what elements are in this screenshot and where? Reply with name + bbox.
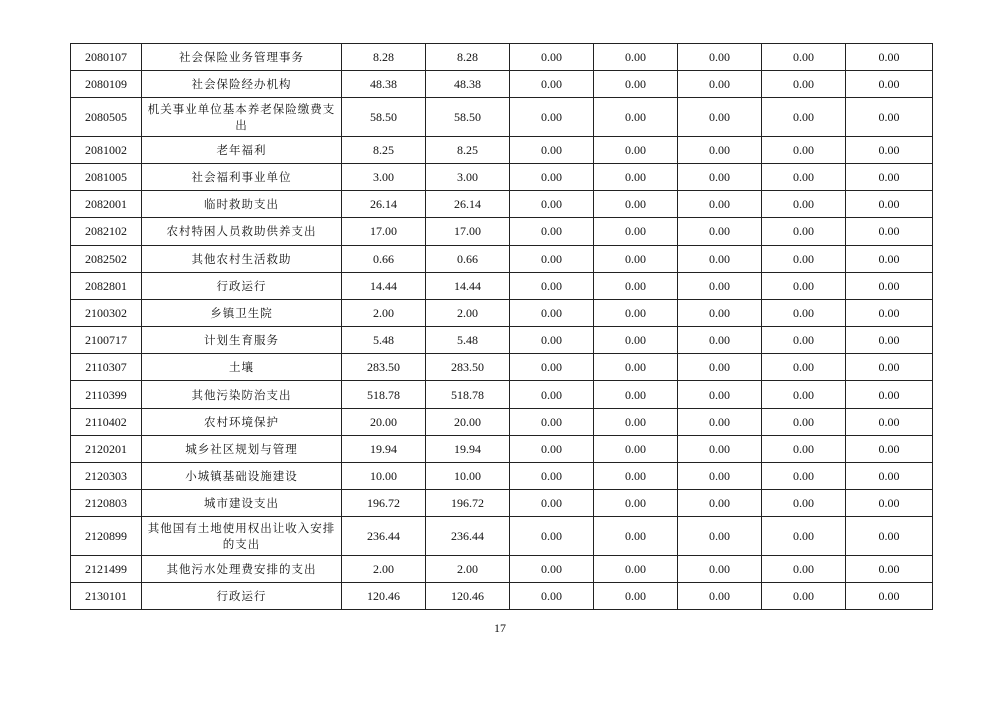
- amount-cell: 0.00: [678, 381, 762, 408]
- code-cell: 2110399: [71, 381, 142, 408]
- table-row: [71, 245, 933, 272]
- amount-cell: 0.00: [510, 354, 594, 381]
- table-row: [71, 408, 933, 435]
- amount-cell: 48.38: [426, 71, 510, 98]
- name-cell: 机关事业单位基本养老保险缴费支出: [142, 98, 342, 136]
- name-cell: 社会保险经办机构: [142, 71, 342, 98]
- amount-cell: 0.00: [510, 517, 594, 555]
- amount-cell: 0.00: [762, 191, 846, 218]
- amount-cell: 283.50: [426, 354, 510, 381]
- amount-cell: 518.78: [342, 381, 426, 408]
- amount-cell: 0.66: [342, 245, 426, 272]
- code-cell: 2110307: [71, 354, 142, 381]
- amount-cell: 0.00: [762, 136, 846, 163]
- amount-cell: 17.00: [342, 218, 426, 245]
- amount-cell: 0.00: [846, 490, 933, 517]
- amount-cell: 0.00: [762, 555, 846, 582]
- name-cell: 乡镇卫生院: [142, 299, 342, 326]
- amount-cell: 0.00: [594, 582, 678, 609]
- code-cell: 2121499: [71, 555, 142, 582]
- amount-cell: 14.44: [426, 272, 510, 299]
- amount-cell: 0.00: [510, 163, 594, 190]
- code-cell: 2081002: [71, 136, 142, 163]
- amount-cell: 283.50: [342, 354, 426, 381]
- code-cell: 2120201: [71, 435, 142, 462]
- name-cell: 城市建设支出: [142, 490, 342, 517]
- code-cell: 2130101: [71, 582, 142, 609]
- code-cell: 2080109: [71, 71, 142, 98]
- amount-cell: 0.00: [678, 218, 762, 245]
- amount-cell: 0.00: [678, 245, 762, 272]
- amount-cell: 26.14: [426, 191, 510, 218]
- amount-cell: 0.00: [510, 381, 594, 408]
- amount-cell: 2.00: [426, 555, 510, 582]
- amount-cell: 0.00: [594, 354, 678, 381]
- amount-cell: 0.00: [510, 218, 594, 245]
- amount-cell: 0.00: [594, 218, 678, 245]
- amount-cell: 0.00: [846, 98, 933, 136]
- amount-cell: 0.00: [510, 44, 594, 71]
- amount-cell: 0.00: [510, 71, 594, 98]
- amount-cell: 196.72: [426, 490, 510, 517]
- code-cell: 2080505: [71, 98, 142, 136]
- amount-cell: 0.00: [846, 582, 933, 609]
- amount-cell: 0.00: [594, 517, 678, 555]
- amount-cell: 0.00: [846, 191, 933, 218]
- amount-cell: 0.00: [678, 191, 762, 218]
- amount-cell: 0.00: [678, 555, 762, 582]
- amount-cell: 236.44: [342, 517, 426, 555]
- page-number: 17: [494, 621, 506, 635]
- amount-cell: 0.66: [426, 245, 510, 272]
- code-cell: 2082001: [71, 191, 142, 218]
- amount-cell: 0.00: [762, 490, 846, 517]
- amount-cell: 0.00: [846, 245, 933, 272]
- amount-cell: 19.94: [342, 435, 426, 462]
- amount-cell: 0.00: [594, 191, 678, 218]
- amount-cell: 0.00: [510, 299, 594, 326]
- table-row: [71, 272, 933, 299]
- amount-cell: 5.48: [426, 327, 510, 354]
- table-row: [71, 299, 933, 326]
- amount-cell: 0.00: [762, 381, 846, 408]
- amount-cell: 0.00: [846, 354, 933, 381]
- amount-cell: 0.00: [510, 463, 594, 490]
- amount-cell: 0.00: [762, 327, 846, 354]
- code-cell: 2110402: [71, 408, 142, 435]
- table-row: [71, 582, 933, 609]
- name-cell: 农村特困人员救助供养支出: [142, 218, 342, 245]
- amount-cell: 8.25: [426, 136, 510, 163]
- amount-cell: 0.00: [510, 245, 594, 272]
- amount-cell: 0.00: [846, 272, 933, 299]
- name-cell: 其他国有土地使用权出让收入安排的支出: [142, 517, 342, 555]
- table-body: [71, 44, 933, 610]
- amount-cell: 0.00: [594, 327, 678, 354]
- amount-cell: 0.00: [510, 98, 594, 136]
- name-cell: 其他农村生活救助: [142, 245, 342, 272]
- amount-cell: 0.00: [510, 435, 594, 462]
- code-cell: 2080107: [71, 44, 142, 71]
- code-cell: 2120303: [71, 463, 142, 490]
- amount-cell: 0.00: [594, 245, 678, 272]
- amount-cell: 0.00: [678, 490, 762, 517]
- table-row: [71, 463, 933, 490]
- amount-cell: 14.44: [342, 272, 426, 299]
- amount-cell: 0.00: [846, 136, 933, 163]
- amount-cell: 2.00: [426, 299, 510, 326]
- amount-cell: 0.00: [510, 272, 594, 299]
- name-cell: 计划生育服务: [142, 327, 342, 354]
- amount-cell: 0.00: [762, 163, 846, 190]
- amount-cell: 0.00: [594, 44, 678, 71]
- amount-cell: 0.00: [846, 381, 933, 408]
- amount-cell: 0.00: [762, 299, 846, 326]
- amount-cell: 0.00: [846, 299, 933, 326]
- name-cell: 农村环境保护: [142, 408, 342, 435]
- name-cell: 小城镇基础设施建设: [142, 463, 342, 490]
- amount-cell: 0.00: [510, 490, 594, 517]
- amount-cell: 2.00: [342, 555, 426, 582]
- amount-cell: 0.00: [846, 517, 933, 555]
- amount-cell: 0.00: [846, 163, 933, 190]
- code-cell: 2100302: [71, 299, 142, 326]
- name-cell: 社会福利事业单位: [142, 163, 342, 190]
- name-cell: 老年福利: [142, 136, 342, 163]
- code-cell: 2120803: [71, 490, 142, 517]
- amount-cell: 0.00: [678, 408, 762, 435]
- code-cell: 2082102: [71, 218, 142, 245]
- amount-cell: 0.00: [678, 354, 762, 381]
- amount-cell: 0.00: [678, 299, 762, 326]
- amount-cell: 0.00: [762, 218, 846, 245]
- amount-cell: 26.14: [342, 191, 426, 218]
- table-row: [71, 218, 933, 245]
- amount-cell: 0.00: [762, 463, 846, 490]
- amount-cell: 236.44: [426, 517, 510, 555]
- amount-cell: 0.00: [678, 136, 762, 163]
- amount-cell: 0.00: [846, 327, 933, 354]
- name-cell: 其他污染防治支出: [142, 381, 342, 408]
- amount-cell: 17.00: [426, 218, 510, 245]
- amount-cell: 3.00: [426, 163, 510, 190]
- name-cell: 城乡社区规划与管理: [142, 435, 342, 462]
- amount-cell: 0.00: [846, 71, 933, 98]
- amount-cell: 20.00: [426, 408, 510, 435]
- name-cell: 行政运行: [142, 582, 342, 609]
- amount-cell: 0.00: [762, 98, 846, 136]
- amount-cell: 5.48: [342, 327, 426, 354]
- amount-cell: 0.00: [762, 272, 846, 299]
- amount-cell: 3.00: [342, 163, 426, 190]
- amount-cell: 19.94: [426, 435, 510, 462]
- amount-cell: 0.00: [594, 71, 678, 98]
- amount-cell: 58.50: [342, 98, 426, 136]
- amount-cell: 0.00: [846, 218, 933, 245]
- name-cell: 社会保险业务管理事务: [142, 44, 342, 71]
- table-row: [71, 191, 933, 218]
- code-cell: 2081005: [71, 163, 142, 190]
- table-row: [71, 435, 933, 462]
- amount-cell: 0.00: [762, 245, 846, 272]
- amount-cell: 0.00: [594, 136, 678, 163]
- amount-cell: 0.00: [762, 435, 846, 462]
- table-row: [71, 98, 933, 136]
- amount-cell: 0.00: [678, 272, 762, 299]
- amount-cell: 48.38: [342, 71, 426, 98]
- table-row: [71, 517, 933, 555]
- amount-cell: 8.28: [426, 44, 510, 71]
- amount-cell: 0.00: [594, 98, 678, 136]
- amount-cell: 58.50: [426, 98, 510, 136]
- table-row: [71, 354, 933, 381]
- table-row: [71, 163, 933, 190]
- amount-cell: 0.00: [762, 408, 846, 435]
- amount-cell: 10.00: [342, 463, 426, 490]
- name-cell: 其他污水处理费安排的支出: [142, 555, 342, 582]
- amount-cell: 0.00: [846, 408, 933, 435]
- table-row: [71, 381, 933, 408]
- amount-cell: 0.00: [594, 463, 678, 490]
- code-cell: 2120899: [71, 517, 142, 555]
- budget-table: [70, 43, 933, 610]
- amount-cell: 0.00: [594, 381, 678, 408]
- amount-cell: 0.00: [594, 435, 678, 462]
- table-row: [71, 555, 933, 582]
- amount-cell: 0.00: [846, 44, 933, 71]
- amount-cell: 10.00: [426, 463, 510, 490]
- amount-cell: 0.00: [678, 71, 762, 98]
- amount-cell: 0.00: [510, 191, 594, 218]
- amount-cell: 0.00: [510, 555, 594, 582]
- amount-cell: 0.00: [678, 463, 762, 490]
- table-row: [71, 490, 933, 517]
- name-cell: 临时救助支出: [142, 191, 342, 218]
- amount-cell: 120.46: [426, 582, 510, 609]
- amount-cell: 0.00: [510, 136, 594, 163]
- table-row: [71, 327, 933, 354]
- amount-cell: 0.00: [510, 408, 594, 435]
- amount-cell: 2.00: [342, 299, 426, 326]
- code-cell: 2082801: [71, 272, 142, 299]
- code-cell: 2100717: [71, 327, 142, 354]
- amount-cell: 0.00: [846, 555, 933, 582]
- amount-cell: 0.00: [762, 517, 846, 555]
- table-row: [71, 136, 933, 163]
- amount-cell: 0.00: [594, 163, 678, 190]
- amount-cell: 8.28: [342, 44, 426, 71]
- amount-cell: 0.00: [594, 299, 678, 326]
- amount-cell: 0.00: [846, 435, 933, 462]
- amount-cell: 0.00: [846, 463, 933, 490]
- amount-cell: 0.00: [678, 44, 762, 71]
- amount-cell: 0.00: [762, 44, 846, 71]
- amount-cell: 196.72: [342, 490, 426, 517]
- name-cell: 土壤: [142, 354, 342, 381]
- amount-cell: 0.00: [510, 582, 594, 609]
- amount-cell: 518.78: [426, 381, 510, 408]
- table-row: [71, 71, 933, 98]
- amount-cell: 0.00: [762, 354, 846, 381]
- amount-cell: 8.25: [342, 136, 426, 163]
- amount-cell: 0.00: [678, 163, 762, 190]
- amount-cell: 0.00: [594, 555, 678, 582]
- amount-cell: 0.00: [762, 582, 846, 609]
- name-cell: 行政运行: [142, 272, 342, 299]
- table-row: [71, 44, 933, 71]
- amount-cell: 0.00: [510, 327, 594, 354]
- amount-cell: 0.00: [678, 582, 762, 609]
- amount-cell: 0.00: [594, 272, 678, 299]
- amount-cell: 20.00: [342, 408, 426, 435]
- amount-cell: 0.00: [762, 71, 846, 98]
- amount-cell: 0.00: [594, 408, 678, 435]
- amount-cell: 120.46: [342, 582, 426, 609]
- amount-cell: 0.00: [678, 517, 762, 555]
- amount-cell: 0.00: [594, 490, 678, 517]
- amount-cell: 0.00: [678, 327, 762, 354]
- amount-cell: 0.00: [678, 435, 762, 462]
- code-cell: 2082502: [71, 245, 142, 272]
- amount-cell: 0.00: [678, 98, 762, 136]
